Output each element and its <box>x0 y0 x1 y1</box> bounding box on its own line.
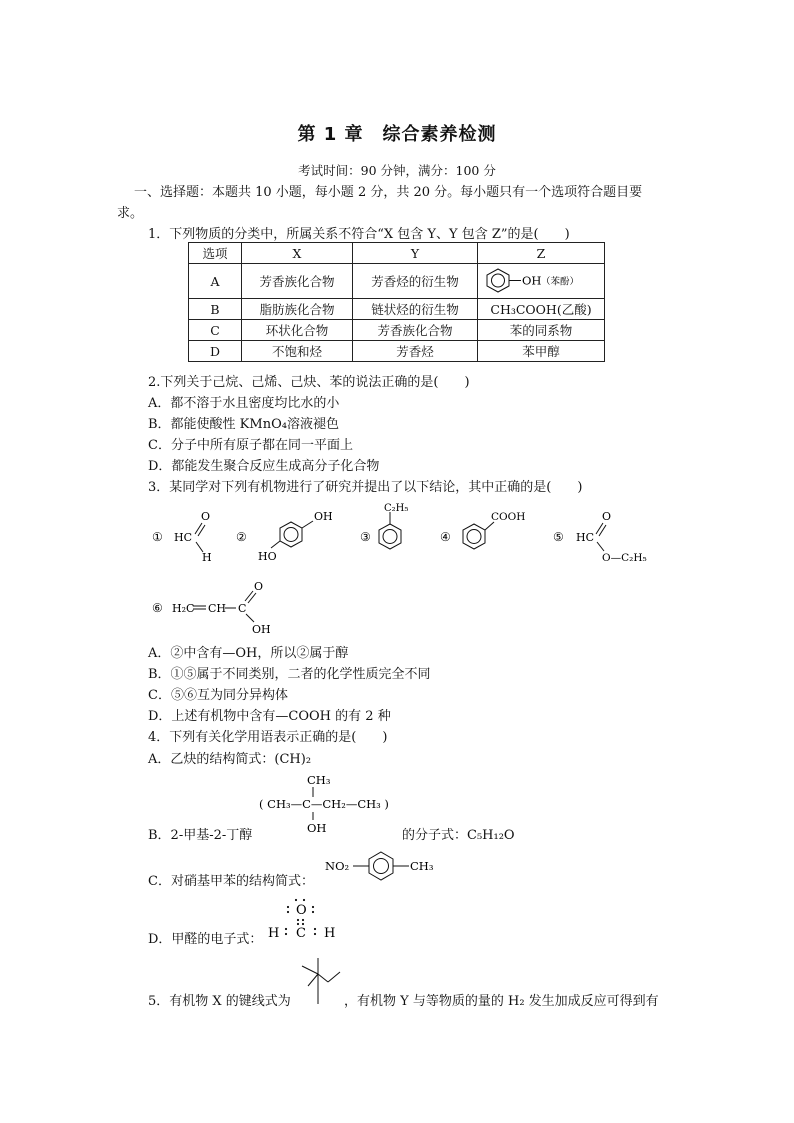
s4-substituent: COOH <box>491 511 526 523</box>
table-cell: 苯甲醇 <box>478 341 605 362</box>
q3-option-b: B．①⑤属于不同类别，二者的化学性质完全不同 <box>148 667 431 682</box>
q4-option-b-suffix: 的分子式：C₅H₁₂O <box>402 828 515 843</box>
table-cell: 不饱和烃 <box>242 341 353 362</box>
q1-stem: 1．下列物质的分类中，所属关系不符合“X 包含 Y、Y 包含 Z”的是( ) <box>148 227 570 242</box>
s6-o: O <box>254 580 264 593</box>
s6-c: C <box>238 602 247 615</box>
q4-option-d: D．甲醛的电子式： <box>148 932 263 947</box>
table-row <box>189 320 605 341</box>
table-row <box>189 264 605 299</box>
s5-o: O <box>602 510 612 523</box>
q2-option-d: D．都能发生聚合反应生成高分子化合物 <box>148 459 380 474</box>
s3-substituent: C₂H₅ <box>384 503 409 514</box>
q4d-o: O <box>296 903 307 918</box>
structure-label-5: ⑤ <box>553 530 564 544</box>
table-cell: 芳香烃 <box>353 341 478 362</box>
q3-option-c: C．⑤⑥互为同分异构体 <box>148 688 288 703</box>
q2-stem: 2.下列关于己烷、己烯、己炔、苯的说法正确的是( ) <box>148 375 470 390</box>
table-cell: 链状烃的衍生物 <box>353 299 478 320</box>
q5-stem-a: 5．有机物 X 的键线式为 <box>148 994 291 1009</box>
q2-option-c: C．分子中所有原子都在同一平面上 <box>148 438 353 453</box>
structure-label-2: ② <box>236 530 247 544</box>
table-row <box>189 299 605 320</box>
structure-label-6: ⑥ <box>152 601 163 615</box>
s6-oh: OH <box>252 623 271 636</box>
s2-oh-top: OH <box>314 510 333 523</box>
structure-label-4: ④ <box>440 530 451 544</box>
q2-option-b: B．都能使酸性 KMnO₄溶液褪色 <box>148 417 339 432</box>
phenol-structure <box>481 265 601 295</box>
table-header-cell: Y <box>353 243 478 264</box>
q4b-chain: ( CH₃—C—CH₂—CH₃ ) <box>259 797 389 811</box>
table-header-cell: Z <box>478 243 605 264</box>
table-cell: 环状化合物 <box>242 320 353 341</box>
structure-label-1: ① <box>152 530 163 544</box>
section-intro-line2: 求。 <box>117 206 144 221</box>
q4c-no2: NO₂ <box>325 859 350 873</box>
q4-stem: 4．下列有关化学用语表示正确的是( ) <box>148 730 388 745</box>
table-header-cell: 选项 <box>189 243 242 264</box>
q5-skeletal-formula <box>296 956 344 1006</box>
table-header-cell: X <box>242 243 353 264</box>
structure-label-3: ③ <box>360 530 371 544</box>
table-cell: 脂肪族化合物 <box>242 299 353 320</box>
q3-option-d: D．上述有机物中含有—COOH 的有 2 种 <box>148 709 391 724</box>
table-cell: C <box>189 320 242 341</box>
s1-h: H <box>202 551 212 564</box>
q4-option-c: C．对硝基甲苯的结构简式： <box>148 874 314 889</box>
q4-option-a: A．乙炔的结构简式：(CH)₂ <box>148 752 312 767</box>
s5-hc: HC <box>576 531 595 544</box>
q4b-structure <box>255 770 415 834</box>
q4b-oh: OH <box>307 821 327 834</box>
q4-option-b-prefix: B．2-甲基-2-丁醇 <box>148 828 253 843</box>
q4d-h-right: H <box>324 926 336 941</box>
table-cell: A <box>189 264 242 299</box>
q3-option-a: A．②中含有—OH，所以②属于醇 <box>148 646 349 661</box>
table-cell: 芳香族化合物 <box>353 320 478 341</box>
table-row <box>189 341 605 362</box>
page-title: 第 1 章 综合素养检测 <box>297 124 497 145</box>
phenol-note: （苯酚） <box>541 276 580 287</box>
s1-o: O <box>201 510 211 523</box>
table-header-row <box>189 243 605 264</box>
table-cell: D <box>189 341 242 362</box>
q3-stem: 3．某同学对下列有机物进行了研究并提出了以下结论，其中正确的是( ) <box>148 480 583 495</box>
table-cell: 苯的同系物 <box>478 320 605 341</box>
section-intro-line1: 一、选择题：本题共 10 小题，每小题 2 分，共 20 分。每小题只有一个选项符合题目要 <box>134 185 643 200</box>
s1-hc: HC <box>174 531 193 544</box>
q4d-h-left: H <box>268 926 280 941</box>
q4c-structure <box>323 848 443 884</box>
table-cell: 芳香烃的衍生物 <box>353 264 478 299</box>
q4c-ch3: CH₃ <box>410 859 434 873</box>
phenol-structure-cell <box>478 264 605 299</box>
s5-o-ethyl: O—C₂H₅ <box>602 552 647 564</box>
s6-h2c: H₂C <box>172 602 195 615</box>
q1-table <box>188 242 605 362</box>
exam-meta: 考试时间：90 分钟，满分：100 分 <box>298 163 496 178</box>
s6-ch: CH <box>208 602 227 615</box>
q3-structures <box>148 500 668 640</box>
table-cell: 芳香族化合物 <box>242 264 353 299</box>
q4d-c: C <box>296 926 306 941</box>
q4d-electron-formula <box>266 895 346 947</box>
table-cell: B <box>189 299 242 320</box>
q5-stem-b: ，有机物 Y 与等物质的量的 H₂ 发生加成反应可得到有 <box>344 994 659 1009</box>
table-cell: CH₃COOH(乙酸) <box>478 299 605 320</box>
phenol-oh-label: OH <box>522 273 542 287</box>
q2-option-a: A．都不溶于水且密度均比水的小 <box>148 396 340 411</box>
s2-ho-bottom: HO <box>258 550 277 563</box>
q4b-ch3-top: CH₃ <box>307 773 331 787</box>
